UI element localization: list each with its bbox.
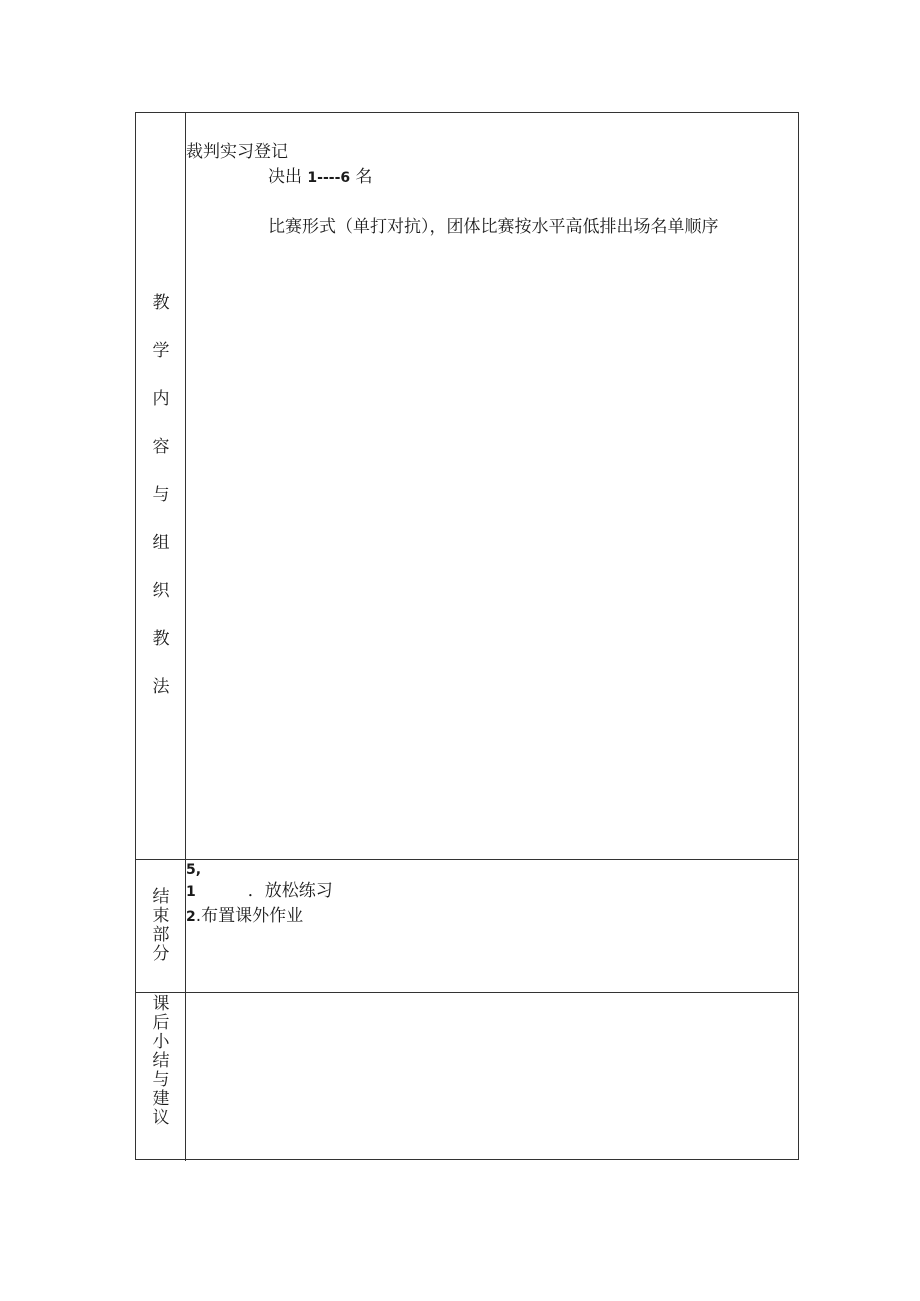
teaching-label-char: 容: [152, 437, 170, 457]
teaching-content-row: [136, 113, 798, 859]
closing-content-cell: [186, 860, 798, 992]
summary-label-char: 后: [152, 1013, 170, 1033]
teaching-label-char: 织: [152, 581, 170, 601]
summary-content-cell[interactable]: [186, 993, 798, 1161]
closing-label-char: 部: [152, 925, 170, 945]
teaching-label-char: 内: [152, 389, 170, 409]
closing-item-1-number: 1: [186, 884, 196, 900]
closing-duration: 5,: [186, 862, 202, 878]
ranking-suffix: 名: [350, 167, 373, 187]
closing-label: [136, 888, 186, 964]
teaching-label-cell: [136, 113, 186, 859]
summary-label: [136, 995, 186, 1128]
closing-label-cell: [136, 860, 186, 992]
closing-item-1: [186, 880, 333, 903]
summary-label-char: 建: [152, 1089, 170, 1109]
ranking-prefix: 决出: [268, 167, 308, 187]
summary-label-char: 小: [152, 1032, 170, 1052]
teaching-content-cell: [186, 113, 798, 859]
closing-label-char: 束: [152, 906, 170, 926]
summary-label-char: 结: [152, 1051, 170, 1071]
teaching-label-char: 学: [152, 341, 170, 361]
summary-label-cell: [136, 993, 186, 1161]
teaching-label-char: 教: [152, 629, 170, 649]
closing-item-2-text: .布置课外作业: [195, 906, 304, 926]
closing-label-char: 分: [152, 944, 170, 964]
closing-item-2: [186, 905, 303, 928]
summary-label-char: 与: [152, 1070, 170, 1090]
closing-part-row: [136, 859, 798, 992]
closing-label-char: 结: [152, 887, 170, 907]
closing-item-1-text: ．放松练习: [247, 881, 333, 901]
teaching-label-char: 法: [152, 677, 170, 697]
teaching-label-char: 与: [152, 485, 170, 505]
lesson-plan-table: [135, 112, 799, 1160]
summary-label-char: 课: [152, 994, 170, 1014]
closing-item-2-number: 2: [186, 909, 196, 925]
ranking-range: 1----6: [307, 170, 351, 186]
summary-label-char: 议: [152, 1108, 170, 1128]
competition-format-line: 比赛形式（单打对抗），团体比赛按水平高低排出场名单顺序: [268, 217, 719, 237]
ranking-line: [268, 166, 373, 189]
referee-practice-line: 裁判实习登记: [186, 142, 288, 162]
teaching-label-char: 组: [152, 533, 170, 553]
summary-row: [136, 992, 798, 1161]
teaching-label-char: 教: [152, 293, 170, 313]
